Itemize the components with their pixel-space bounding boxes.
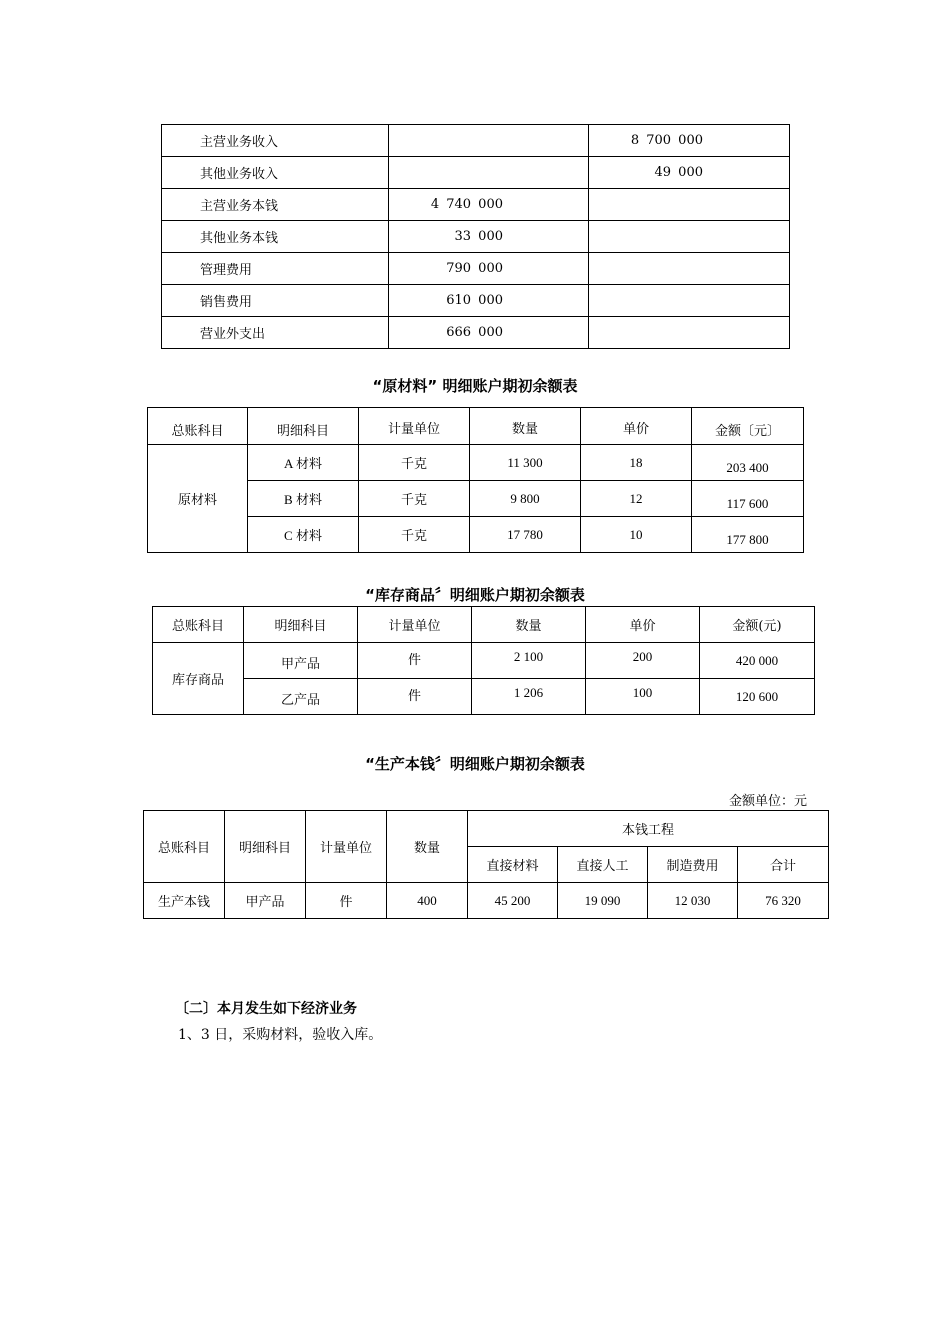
header-cell: 数量 bbox=[472, 607, 586, 643]
account-cell: 其他业务本钱 bbox=[162, 221, 389, 253]
credit-cell bbox=[589, 317, 790, 349]
header-cell: 合计 bbox=[738, 847, 829, 883]
table-row bbox=[148, 445, 804, 481]
header-cell: 单价 bbox=[586, 607, 700, 643]
inventory-table bbox=[152, 606, 815, 715]
table-row bbox=[162, 157, 790, 189]
header-cell: 金额(元) bbox=[700, 607, 815, 643]
credit-cell bbox=[589, 285, 790, 317]
table-row bbox=[162, 189, 790, 221]
amount-cell: 117 600 bbox=[692, 481, 804, 517]
item-cell: 甲产品 bbox=[244, 643, 358, 679]
header-cell: 金额〔元〕 bbox=[692, 408, 804, 445]
amount-unit-note: 金额单位：元 bbox=[728, 794, 807, 809]
item-cell: 乙产品 bbox=[244, 679, 358, 715]
table-row bbox=[162, 125, 790, 157]
general-account-cell: 原材料 bbox=[148, 445, 248, 553]
general-account-cell: 库存商品 bbox=[153, 643, 244, 715]
production-cost-title: “生产本钱〞明细账户期初余额表 bbox=[365, 755, 585, 773]
unit-cell: 千克 bbox=[359, 445, 470, 481]
table-row bbox=[153, 679, 815, 715]
header-cell: 直接人工 bbox=[558, 847, 648, 883]
price-cell: 200 bbox=[586, 643, 700, 679]
table-row bbox=[162, 317, 790, 349]
unit-cell: 件 bbox=[358, 679, 472, 715]
amount-cell: 420 000 bbox=[700, 643, 815, 679]
header-cell: 计量单位 bbox=[306, 811, 387, 883]
qty-cell: 400 bbox=[387, 883, 468, 919]
item-cell: 甲产品 bbox=[225, 883, 306, 919]
direct-labor-cell: 19 090 bbox=[558, 883, 648, 919]
item-cell: C 材料 bbox=[248, 517, 359, 553]
inventory-header-row bbox=[153, 607, 815, 643]
account-cell: 营业外支出 bbox=[162, 317, 389, 349]
table-row bbox=[162, 285, 790, 317]
header-cell: 明细科目 bbox=[225, 811, 306, 883]
table-row bbox=[162, 253, 790, 285]
item-cell: A 材料 bbox=[248, 445, 359, 481]
credit-cell bbox=[589, 221, 790, 253]
unit-cell: 件 bbox=[358, 643, 472, 679]
direct-material-cell: 45 200 bbox=[468, 883, 558, 919]
header-cell: 计量单位 bbox=[359, 408, 470, 445]
header-cell: 直接材料 bbox=[468, 847, 558, 883]
qty-cell: 11 300 bbox=[470, 445, 581, 481]
total-cell: 76 320 bbox=[738, 883, 829, 919]
account-cell: 管理费用 bbox=[162, 253, 389, 285]
qty-cell: 1 206 bbox=[472, 679, 586, 715]
production-header-row bbox=[144, 811, 829, 847]
header-cell: 总账科目 bbox=[144, 811, 225, 883]
debit-cell bbox=[389, 125, 589, 157]
amount-cell: 203 400 bbox=[692, 445, 804, 481]
header-cell: 明细科目 bbox=[244, 607, 358, 643]
header-cell: 总账科目 bbox=[153, 607, 244, 643]
item-cell: B 材料 bbox=[248, 481, 359, 517]
income-balance-table bbox=[161, 124, 790, 349]
account-cell: 主营业务本钱 bbox=[162, 189, 389, 221]
header-cell: 明细科目 bbox=[248, 408, 359, 445]
debit-cell: 33 000 bbox=[389, 221, 589, 253]
header-cell: 数量 bbox=[470, 408, 581, 445]
credit-cell: 49 000 bbox=[589, 157, 790, 189]
cost-items-group-header: 本钱工程 bbox=[468, 811, 829, 847]
table-row bbox=[153, 643, 815, 679]
raw-materials-title: “原材料” 明细账户期初余额表 bbox=[372, 377, 578, 395]
qty-cell: 2 100 bbox=[472, 643, 586, 679]
amount-cell: 177 800 bbox=[692, 517, 804, 553]
account-cell: 销售费用 bbox=[162, 285, 389, 317]
business-item-1: 1、3 日，采购材料，验收入库。 bbox=[178, 1027, 383, 1043]
unit-cell: 件 bbox=[306, 883, 387, 919]
inventory-title: “库存商品〞明细账户期初余额表 bbox=[365, 586, 585, 604]
header-cell: 总账科目 bbox=[148, 408, 248, 445]
amount-cell: 120 600 bbox=[700, 679, 815, 715]
header-cell: 制造费用 bbox=[648, 847, 738, 883]
debit-cell: 790 000 bbox=[389, 253, 589, 285]
credit-cell bbox=[589, 189, 790, 221]
qty-cell: 17 780 bbox=[470, 517, 581, 553]
price-cell: 18 bbox=[581, 445, 692, 481]
credit-cell: 8 700 000 bbox=[589, 125, 790, 157]
price-cell: 10 bbox=[581, 517, 692, 553]
general-account-cell: 生产本钱 bbox=[144, 883, 225, 919]
unit-cell: 千克 bbox=[359, 481, 470, 517]
table-row bbox=[162, 221, 790, 253]
raw-materials-header-row bbox=[148, 408, 804, 445]
price-cell: 12 bbox=[581, 481, 692, 517]
debit-cell: 666 000 bbox=[389, 317, 589, 349]
unit-cell: 千克 bbox=[359, 517, 470, 553]
debit-cell: 4 740 000 bbox=[389, 189, 589, 221]
raw-materials-table bbox=[147, 407, 804, 553]
table-row bbox=[144, 883, 829, 919]
header-cell: 数量 bbox=[387, 811, 468, 883]
header-cell: 计量单位 bbox=[358, 607, 472, 643]
qty-cell: 9 800 bbox=[470, 481, 581, 517]
price-cell: 100 bbox=[586, 679, 700, 715]
account-cell: 其他业务收入 bbox=[162, 157, 389, 189]
account-cell: 主营业务收入 bbox=[162, 125, 389, 157]
debit-cell: 610 000 bbox=[389, 285, 589, 317]
credit-cell bbox=[589, 253, 790, 285]
debit-cell bbox=[389, 157, 589, 189]
overhead-cell: 12 030 bbox=[648, 883, 738, 919]
header-cell: 单价 bbox=[581, 408, 692, 445]
section-heading: 〔二〕本月发生如下经济业务 bbox=[175, 1001, 357, 1017]
production-cost-table bbox=[143, 810, 829, 919]
